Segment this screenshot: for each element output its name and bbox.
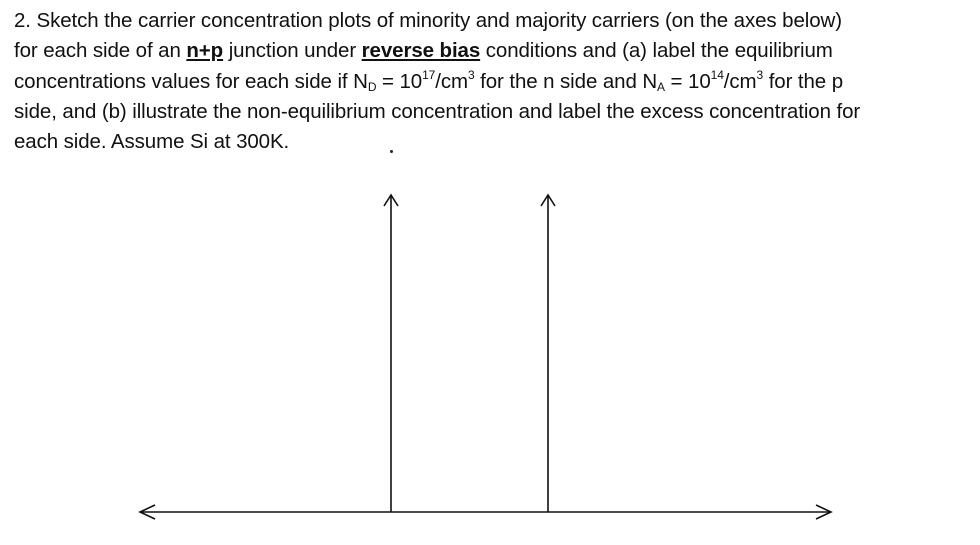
- problem-text: = 10: [376, 69, 423, 93]
- problem-text: = 10: [664, 69, 711, 93]
- problem-text: for the p: [763, 69, 844, 93]
- problem-text: for the n side and N: [474, 69, 658, 93]
- cm-exponent: 3: [467, 67, 475, 82]
- problem-text: /cm: [723, 69, 757, 93]
- problem-text: for each side of an: [14, 39, 187, 63]
- cm-exponent: 3: [756, 67, 764, 82]
- donor-exponent: 17: [422, 67, 436, 82]
- problem-line-5: each side. Assume Si at 300K.: [14, 130, 290, 154]
- problem-line-4: side, and (b) illustrate the non-equilibrium concentration and label the excess concentration for: [14, 99, 861, 123]
- bias-condition: reverse bias: [361, 39, 481, 63]
- problem-text: /cm: [435, 69, 468, 93]
- junction-type: n+p: [186, 39, 224, 63]
- donor-subscript: D: [367, 79, 377, 94]
- acceptor-exponent: 14: [710, 67, 724, 82]
- problem-text: concentrations values for each side if N: [14, 69, 368, 93]
- acceptor-subscript: A: [657, 79, 665, 94]
- problem-line-1: 2. Sketch the carrier concentration plots of minority and majority carriers (on the axes below): [14, 9, 842, 32]
- problem-text: conditions and (a) label the equilibrium: [480, 39, 833, 63]
- problem-text: junction under: [223, 39, 362, 63]
